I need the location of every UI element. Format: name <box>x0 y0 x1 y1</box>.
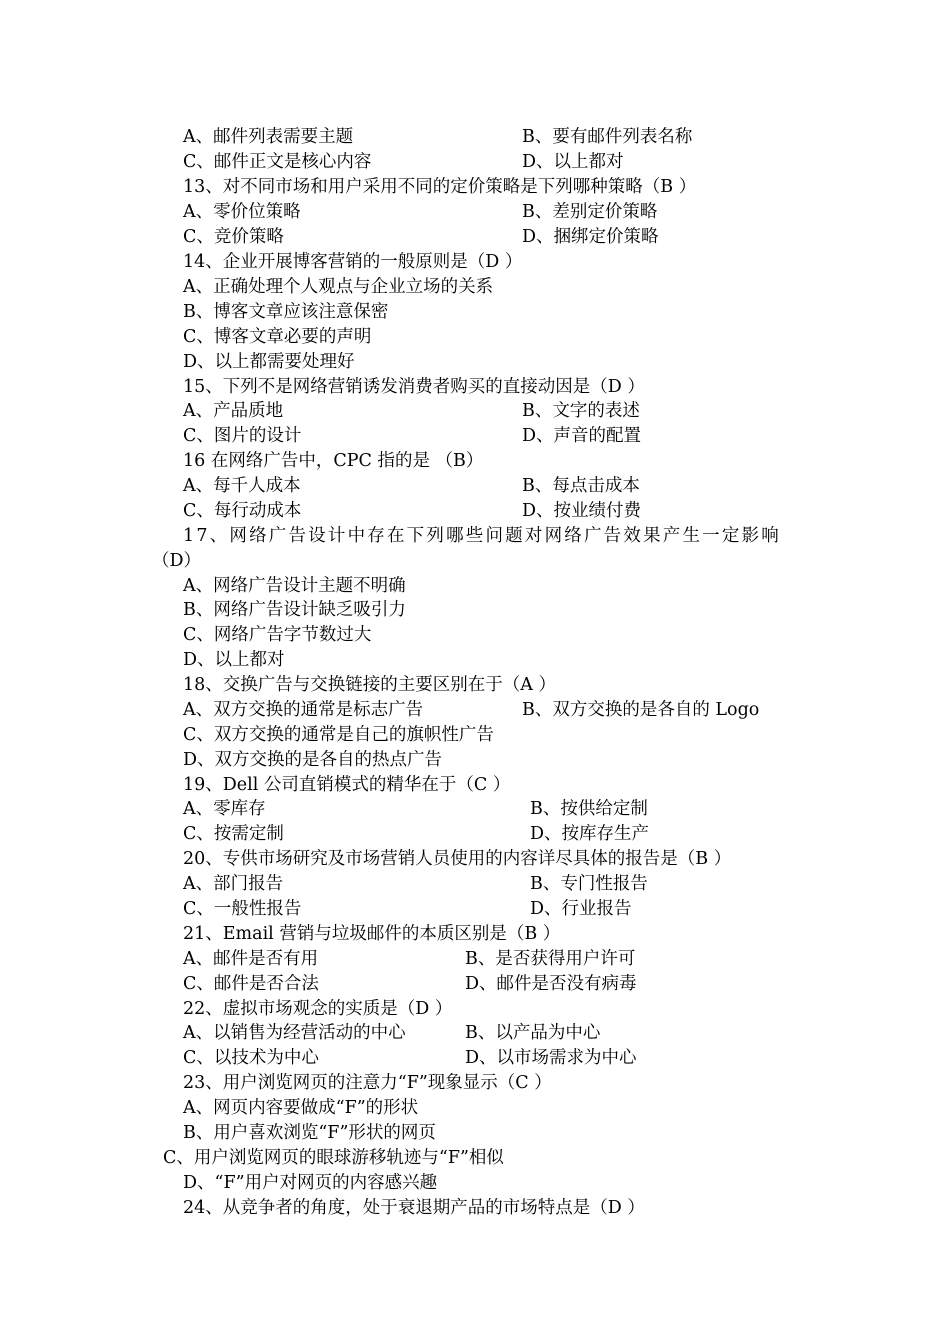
option-d: D、双方交换的是各自的热点广告 <box>183 750 443 770</box>
option-b: B、以产品为中心 <box>465 1023 601 1043</box>
option-c: C、每行动成本 <box>183 501 302 521</box>
option-c: C、网络广告字节数过大 <box>183 625 372 645</box>
question-15: 15、下列不是网络营销诱发消费者购买的直接动因是（D ） <box>183 377 645 397</box>
option-b: B、按供给定制 <box>530 799 648 819</box>
question-14: 14、企业开展博客营销的一般原则是（D ） <box>183 252 523 272</box>
option-b: B、专门性报告 <box>530 874 648 894</box>
option-c: C、以技术为中心 <box>183 1048 319 1068</box>
option-c: C、博客文章必要的声明 <box>183 327 372 347</box>
option-d: D、声音的配置 <box>522 426 642 446</box>
option-c: C、邮件正文是核心内容 <box>183 152 372 172</box>
option-b: B、双方交换的是各自的 Logo <box>522 700 760 720</box>
question-23: 23、用户浏览网页的注意力“F”现象显示（C ） <box>183 1073 552 1093</box>
question-18: 18、交换广告与交换链接的主要区别在于（A ） <box>183 675 556 695</box>
option-a: A、邮件是否有用 <box>183 949 319 969</box>
option-b: B、博客文章应该注意保密 <box>183 302 389 322</box>
question-19: 19、Dell 公司直销模式的精华在于（C ） <box>183 775 511 795</box>
question-17: 17、网络广告设计中存在下列哪些问题对网络广告效果产生一定影响 <box>183 526 781 546</box>
question-22: 22、虚拟市场观念的实质是（D ） <box>183 999 453 1019</box>
option-b: B、要有邮件列表名称 <box>522 127 693 147</box>
question-20: 20、专供市场研究及市场营销人员使用的内容详尽具体的报告是（B ） <box>183 849 732 869</box>
option-d: D、以上都对 <box>183 650 285 670</box>
option-a: A、双方交换的通常是标志广告 <box>183 700 424 720</box>
option-d: D、以上都对 <box>522 152 624 172</box>
option-b: B、差别定价策略 <box>522 202 658 222</box>
option-b: B、网络广告设计缺乏吸引力 <box>183 600 406 620</box>
option-d: D、捆绑定价策略 <box>522 227 659 247</box>
option-d: D、邮件是否没有病毒 <box>465 974 637 994</box>
question-13: 13、对不同市场和用户采用不同的定价策略是下列哪种策略（B ） <box>183 177 697 197</box>
option-a: A、邮件列表需要主题 <box>183 127 354 147</box>
option-a: A、每千人成本 <box>183 476 301 496</box>
option-d: D、行业报告 <box>530 899 632 919</box>
option-c: C、一般性报告 <box>183 899 302 919</box>
option-c: C、按需定制 <box>183 824 284 844</box>
option-d: D、以上都需要处理好 <box>183 352 355 372</box>
option-a: A、零价位策略 <box>183 202 301 222</box>
option-a: A、正确处理个人观点与企业立场的关系 <box>183 277 494 297</box>
option-a: A、网络广告设计主题不明确 <box>183 576 406 596</box>
option-d: D、以市场需求为中心 <box>465 1048 637 1068</box>
option-b: B、是否获得用户许可 <box>465 949 636 969</box>
option-c: C、竞价策略 <box>183 227 284 247</box>
option-b: B、文字的表述 <box>522 401 640 421</box>
option-b: B、用户喜欢浏览“F”形状的网页 <box>183 1123 436 1143</box>
option-d: D、按库存生产 <box>530 824 650 844</box>
option-c: C、邮件是否合法 <box>183 974 319 994</box>
option-a: A、部门报告 <box>183 874 284 894</box>
question-17-answer: （D） <box>152 551 202 571</box>
question-16: 16 在网络广告中，CPC 指的是 （B） <box>183 451 484 471</box>
option-c: C、双方交换的通常是自己的旗帜性广告 <box>183 725 494 745</box>
option-a: A、产品质地 <box>183 401 284 421</box>
option-d: D、按业绩付费 <box>522 501 642 521</box>
question-24: 24、从竞争者的角度，处于衰退期产品的市场特点是（D ） <box>183 1198 645 1218</box>
option-a: A、以销售为经营活动的中心 <box>183 1023 406 1043</box>
question-21: 21、Email 营销与垃圾邮件的本质区别是（B ） <box>183 924 561 944</box>
option-a: A、网页内容要做成“F”的形状 <box>183 1098 419 1118</box>
option-a: A、零库存 <box>183 799 266 819</box>
option-d: D、“F”用户对网页的内容感兴趣 <box>183 1173 438 1193</box>
option-b: B、每点击成本 <box>522 476 640 496</box>
option-c: C、图片的设计 <box>183 426 302 446</box>
option-c: C、用户浏览网页的眼球游移轨迹与“F”相似 <box>163 1148 504 1168</box>
